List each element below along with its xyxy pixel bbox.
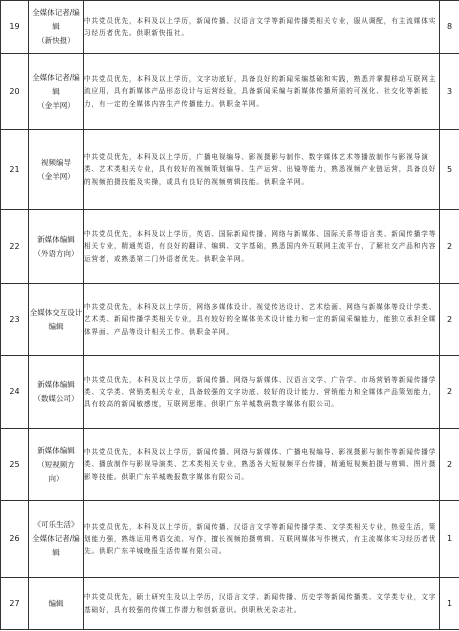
position-line: （数媒公司） (33, 394, 79, 403)
requirement-text: 中共党员优先，本科及以上学历，英语、国际新闻传播、网络与新媒体、国际关系等语言类、新闻传播学等相关专业，精通英语，有良好的翻译、编辑、文字基础，熟悉国内外互联网主流平台，了解社交产品和内容运营者，或熟悉第二门外语者优先。供职金羊网。 (84, 210, 440, 284)
position-line: 全媒体记者/编 (32, 534, 80, 543)
position-line: （短视频方 (37, 459, 75, 469)
position-name (29, 356, 84, 429)
position-name (29, 54, 84, 130)
headcount: 5 (440, 130, 459, 210)
requirement-text: 中共党员优先，硕士研究生及以上学历，汉语言文学、新闻传播、历史学等新闻传播类、文学类专业，文字基础好，具有较强的传媒工作潜力和创新意识。供职秋光杂志社。 (84, 578, 440, 630)
row-number: 24 (1, 356, 29, 429)
position-line: （外语方向） (33, 248, 79, 258)
table-row (1, 356, 459, 429)
position-name (29, 130, 84, 210)
position-line: 《可乐生活》 (33, 520, 79, 529)
table-row (1, 1, 459, 54)
position-line: 辑 (52, 22, 60, 31)
position-line: 向） (48, 473, 64, 483)
row-number: 23 (1, 284, 29, 356)
table-row (1, 130, 459, 210)
position-line: 新媒体编辑 (37, 380, 75, 389)
requirement-text: 中共党员优先，本科及以上学历，新闻传播、网络与新媒体、汉语言文学、广告学、市场营销等新闻传播学类、文学类、营销类相关专业，具备较强的文字功底、较好的设计能力、营销能力和全媒体产品策划能力，具有较高的新闻敏感度，互联网思维。供职广东羊城数码数字媒体有限公司。 (84, 356, 440, 429)
position-line: （新快报） (37, 36, 75, 45)
headcount: 2 (440, 429, 459, 501)
position-line: 编辑 (48, 321, 64, 331)
position-line: 视频编导 (41, 157, 71, 167)
requirement-text: 中共党员优先，本科及以上学历，广播电视编导、影视摄影与制作、数字媒体艺术等播放制作与影视导演类、艺术类相关专业，具有较好的视频策划编导、生产运营、出镜等能力，熟悉视频产业链运营，具备良好的视频拍摄技能及实操，或具有良好的视频剪辑技能。供职金羊网。 (84, 130, 440, 210)
row-number: 20 (1, 54, 29, 130)
row-number: 21 (1, 130, 29, 210)
row-number: 27 (1, 578, 29, 630)
position-line: 全媒体记者/编 (32, 8, 80, 17)
requirement-text: 中共党员优先，本科及以上学历，新闻传播、汉语言文学等新闻传播类相关专业，服从调配，有主流媒体实习经历者优先。供职新快报社。 (84, 1, 440, 54)
position-line: 辑 (52, 86, 60, 96)
position-line: 全媒体交互设计 (29, 307, 83, 317)
requirement-text: 中共党员优先，本科及以上学历，文字功底好，具备良好的新闻采编基础和实践，熟悉并掌握移动互联网主流应用，具有新媒体产品形态设计与运营经验，具备新闻采编与新媒体传播所需的可视化、社交化等新能力，有一定的全媒体内容生产传播能力。供职金羊网。 (84, 54, 440, 130)
table-row (1, 429, 459, 501)
headcount: 8 (440, 1, 459, 54)
headcount: 2 (440, 210, 459, 284)
position-line: 新媒体编辑 (37, 445, 75, 455)
headcount: 2 (440, 356, 459, 429)
position-line: 辑 (52, 548, 60, 557)
row-number: 22 (1, 210, 29, 284)
headcount: 1 (440, 501, 459, 578)
requirement-text: 中共党员优先，本科及以上学历，网络多媒体设计、视觉传达设计、艺术绘画、网络与新媒体等设计学类、艺术类、新闻传播学类相关专业，具有较好的全媒体美术设计能力和一定的新闻采编能力，能独立承担全媒体界面、产品等设计相关工作。供职金羊网。 (84, 284, 440, 356)
requirement-text: 中共党员优先，本科及以上学历，新闻传播、汉语言文学等新闻传播学类、文学类相关专业，热爱生活，策划能力强，熟练运用粤语交流、写作，擅长视频拍摄剪辑、互联网媒体写作模式，有主流媒体实习经历者优先。供职广东羊城晚报生活传媒有限公司。 (84, 501, 440, 578)
position-line: 全媒体记者/编 (32, 72, 80, 82)
headcount: 3 (440, 54, 459, 130)
position-name (29, 210, 84, 284)
position-name (29, 429, 84, 501)
table-row (1, 284, 459, 356)
position-name (29, 501, 84, 578)
position-line: （金羊网） (37, 171, 75, 181)
row-number: 19 (1, 1, 29, 54)
headcount: 2 (440, 284, 459, 356)
row-number: 25 (1, 429, 29, 501)
table-row (1, 578, 459, 630)
position-name (29, 284, 84, 356)
table-row (1, 210, 459, 284)
position-line: 新媒体编辑 (37, 234, 75, 244)
position-name (29, 578, 84, 630)
position-name (29, 1, 84, 54)
headcount: 1 (440, 578, 459, 630)
table-row (1, 501, 459, 578)
position-line: 编辑 (48, 598, 64, 608)
requirement-text: 中共党员优先，本科及以上学历，新闻传播、网络与新媒体、广播电视编导、影视摄影与制作等新闻传播学类、播放制作与影视导演类、艺术类相关专业，熟悉各大短视频平台传播，精通短视频拍摄与剪辑、图片摄影等技能。供职广东羊城晚报数字媒体有限公司。 (84, 429, 440, 501)
job-rows (1, 1, 459, 630)
row-number: 26 (1, 501, 29, 578)
position-line: （金羊网） (37, 100, 75, 110)
table-row (1, 54, 459, 130)
